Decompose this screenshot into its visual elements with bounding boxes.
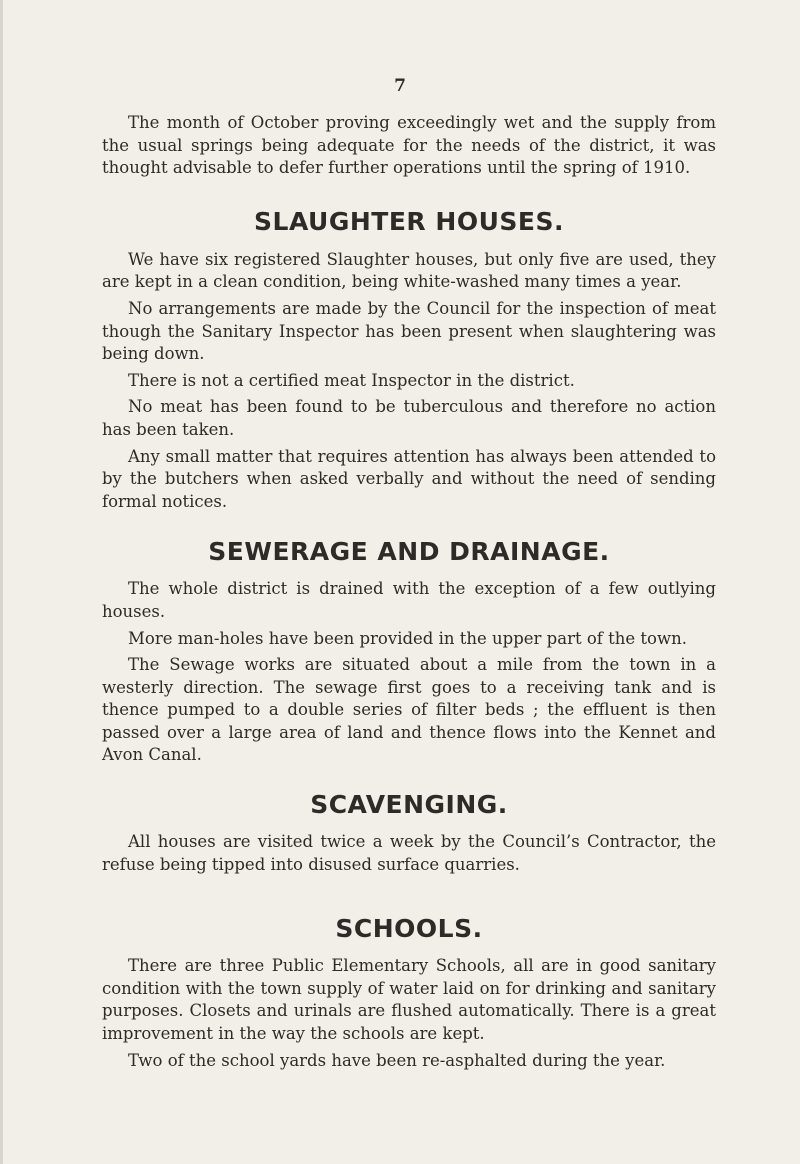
page-number: 7: [394, 76, 406, 96]
page-content: [102, 112, 716, 1072]
paragraph: More man-holes have been provided in the upper part of the town.: [128, 628, 687, 648]
sewerage-drainage-section: [102, 578, 716, 767]
sewerage-drainage-heading: SEWERAGE AND DRAINAGE.: [208, 537, 610, 567]
paragraph: The whole district is drained with the exception of a few outlying houses.: [102, 579, 716, 621]
schools-heading: SCHOOLS.: [335, 914, 483, 944]
paragraph: The Sewage works are situated about a mile from the town in a westerly direction. The sewage first goes to a receiving tank and is thence pumped to a double series of filter beds ; the effluent is then passed over a large area of land and thence flows into the Kennet and Avon Canal.: [102, 655, 716, 765]
paragraph: There are three Public Elementary Schools, all are in good sanitary condition with the town supply of water laid on for drinking and sanitary purposes. Closets and urinals are flushed automatically. There is a great improvement in the way the schools are kept.: [102, 956, 716, 1044]
intro-paragraph: The month of October proving exceedingly wet and the supply from the usual springs being adequate for the needs of the district, it was thought advisable to defer further operations until the spring of 1910.: [102, 113, 716, 178]
slaughter-houses-section: [102, 249, 716, 514]
paragraph: There is not a certified meat Inspector in the district.: [128, 370, 575, 390]
paragraph: All houses are visited twice a week by the Council’s Contractor, the refuse being tipped into disused surface quarries.: [102, 832, 716, 874]
scavenging-heading: SCAVENGING.: [310, 790, 508, 820]
scavenging-section: [102, 831, 716, 876]
paragraph: Two of the school yards have been re-asphalted during the year.: [128, 1050, 666, 1070]
paragraph: No arrangements are made by the Council for the inspection of meat though the Sanitary Inspector has been present when slaughtering was being down.: [102, 298, 716, 364]
paragraph: We have six registered Slaughter houses, but only five are used, they are kept in a clean condition, being white-washed many times a year.: [102, 249, 716, 292]
page-left-edge: [0, 0, 3, 1164]
schools-section: [102, 955, 716, 1072]
slaughter-houses-heading: SLAUGHTER HOUSES.: [254, 206, 564, 236]
paragraph: Any small matter that requires attention has always been attended to by the butchers when asked verbally and without the need of sending formal notices.: [102, 446, 716, 511]
paragraph: No meat has been found to be tuberculous and therefore no action has been taken.: [102, 397, 716, 439]
